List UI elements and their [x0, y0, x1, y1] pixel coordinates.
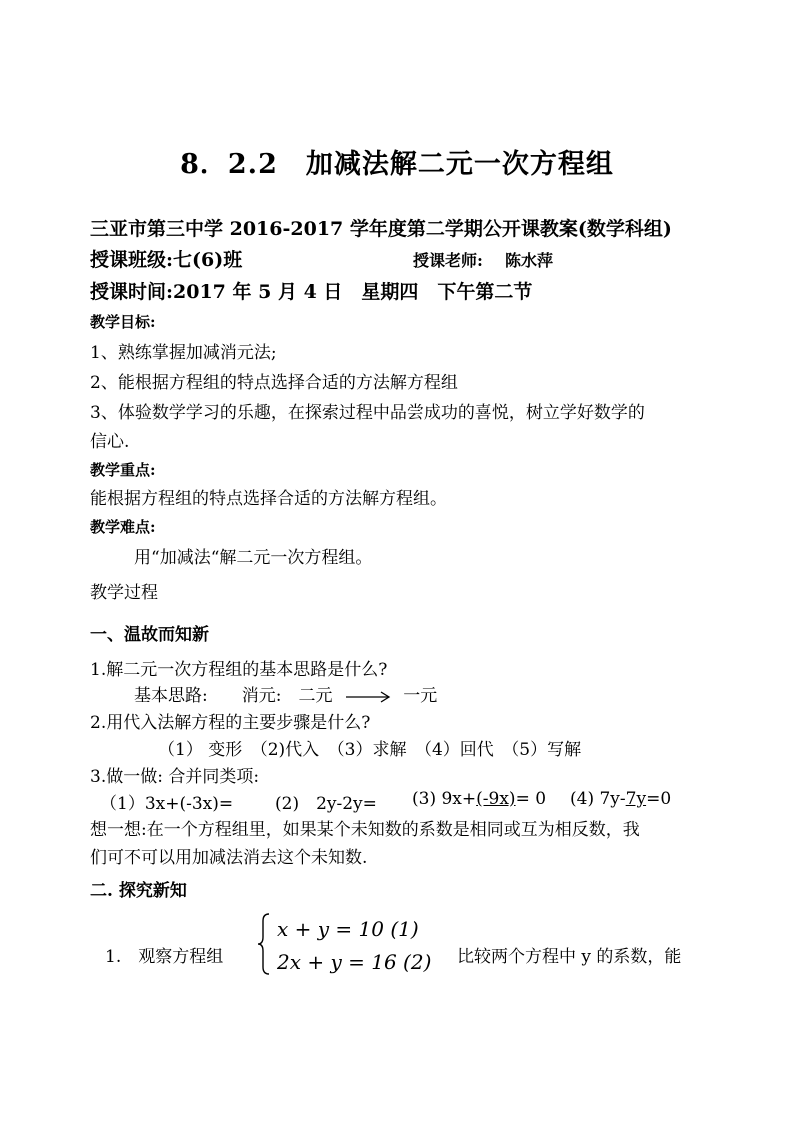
- exercise-3: (3) 9x+(-9x)= 0: [412, 789, 547, 809]
- exercise-2: (2) 2y-2y=: [275, 794, 377, 814]
- think-line-1: 想一想:在一个方程组里，如果某个未知数的系数是相同或互为相反数，我: [90, 820, 640, 840]
- key-point-text: 能根据方程组的特点选择合适的方法解方程组。: [90, 489, 447, 509]
- exercise-4: (4) 7y-7y=0: [570, 789, 672, 809]
- observe-label: 1. 观察方程组: [105, 947, 224, 967]
- equation-1: x + y = 10 (1): [277, 917, 419, 941]
- objective-item-3: 3、体验数学学习的乐趣，在探索过程中品尝成功的喜悦，树立学好数学的: [90, 403, 645, 423]
- arrow-icon: [344, 690, 392, 704]
- exercise-1: （1）3x+(-3x)=: [100, 794, 234, 814]
- question-1: 1.解二元一次方程组的基本思路是什么?: [90, 660, 388, 680]
- question-2-steps: （1） 变形 （2)代入 （3）求解 （4）回代 （5）写解: [158, 740, 582, 760]
- question-1-answer: [134, 681, 437, 706]
- section1-heading: 一、温故而知新: [90, 625, 209, 645]
- question-2: 2.用代入法解方程的主要步骤是什么?: [90, 713, 371, 733]
- teacher-name: 陈水萍: [505, 251, 554, 270]
- time-line: 授课时间:2017 年 5 月 4 日 星期四 下午第二节: [90, 281, 533, 303]
- school-line: 三亚市第三中学 2016-2017 学年度第二学期公开课教案(数学科组): [90, 218, 672, 240]
- objectives-heading: 教学目标:: [90, 313, 156, 331]
- compare-text: 比较两个方程中 y 的系数，能: [457, 947, 682, 967]
- equation-2: 2x + y = 16 (2): [277, 950, 432, 974]
- key-point-heading: 教学重点:: [90, 461, 156, 479]
- objective-item-2: 2、能根据方程组的特点选择合适的方法解方程组: [90, 373, 458, 393]
- teacher-label: 授课老师:: [413, 251, 483, 270]
- objective-item-1: 1、熟练掌握加减消元法;: [90, 343, 277, 363]
- answer-prefix: 基本思路: 消元: 二元: [134, 686, 333, 706]
- think-line-2: 们可不可以用加减法消去这个未知数.: [90, 848, 368, 868]
- answer-suffix: 一元: [403, 686, 438, 706]
- process-heading: 教学过程: [90, 583, 158, 603]
- page-title: 8．2.2 加减法解二元一次方程组: [180, 149, 614, 180]
- question-3: 3.做一做: 合并同类项:: [90, 767, 260, 787]
- difficulty-heading: 教学难点:: [90, 518, 156, 536]
- brace-icon: [257, 913, 271, 975]
- class-label: 授课班级:七(6)班: [90, 249, 243, 271]
- difficulty-text: 用“加减法“解二元一次方程组。: [134, 548, 373, 568]
- objective-item-3-cont: 信心.: [90, 432, 130, 452]
- section2-heading: 二. 探究新知: [90, 881, 187, 901]
